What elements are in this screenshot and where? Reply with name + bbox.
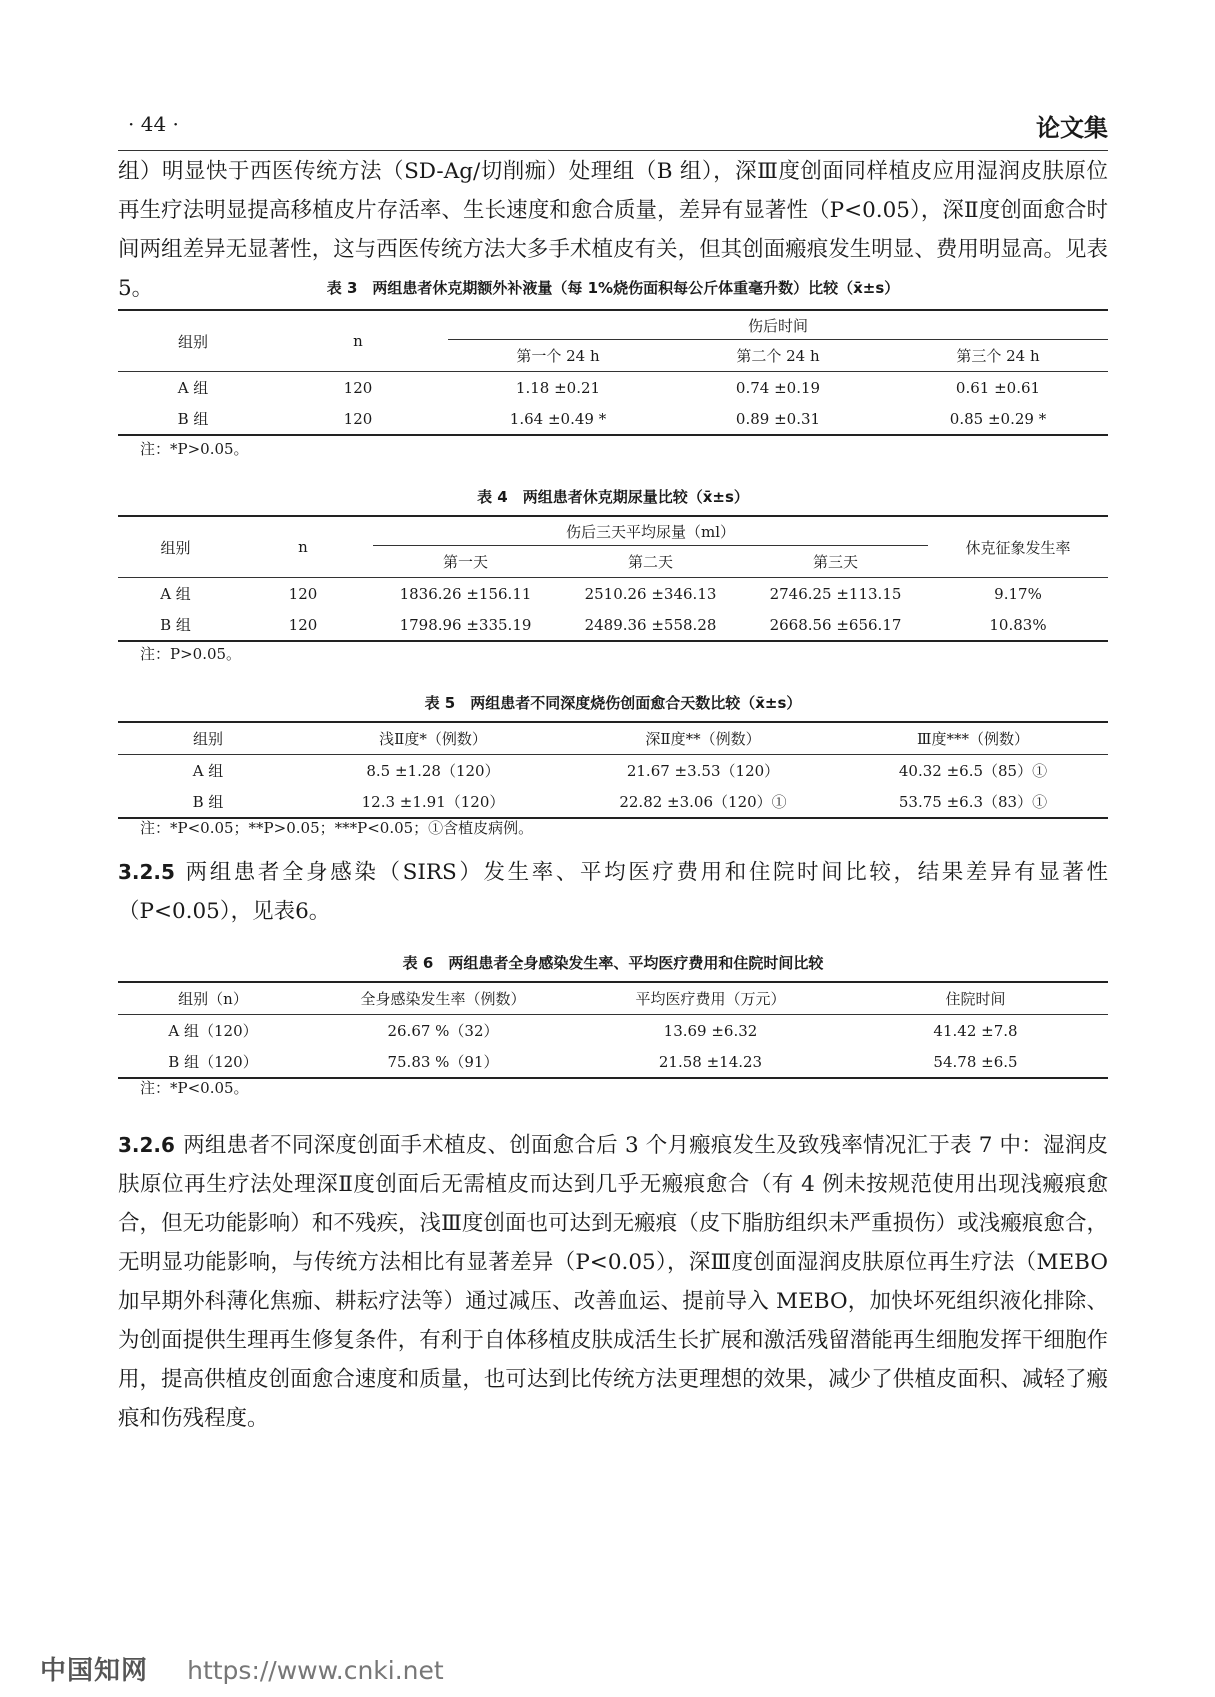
table3-cell: 0.74 ±0.19 (735, 378, 821, 397)
table4-caption: 表 4 两组患者休克期尿量比较（x̄±s） (477, 488, 749, 506)
table4-cell: 2668.56 ±656.17 (743, 609, 928, 641)
table6-cell: 26.67 %（32） (387, 1022, 499, 1040)
table5-caption: 表 5 两组患者不同深度烧伤创面愈合天数比较（x̄±s） (424, 694, 802, 712)
table5-header-group: 组别 (118, 722, 298, 755)
table6-header-group: 组别（n） (118, 982, 308, 1015)
section-text: 两组患者不同深度创面手术植皮、创面愈合后 3 个月瘢痕发生及致残率情况汇于表 7 中：湿润皮肤原位再生疗法处理深Ⅱ度创面后无需植皮而达到几乎无瘢痕愈合（有 4 例未按规范使用出现浅瘢痕愈合，但无功能影响）和不残疾，浅Ⅲ度创面也可达到无瘢痕（皮下脂肪组织未严重损伤）或浅瘢痕愈合，无明显功能影响，与传统方法相比有显著差异（P<0.05），深Ⅲ度创面湿润皮肤原位再生疗法（MEBO加早期外科薄化焦痂、耕耘疗法等）通过减压、改善血运、提前导入 MEBO，加快坏死组织液化排除、为创面提供生理再生修复条件，有利于自体移植皮肤成活生长扩展和激活残留潜能再生细胞发挥干细胞作用，提高供植皮创面愈合速度和质量，也可达到比传统方法更理想的效果，减少了供植皮面积、减轻了瘢痕和伤残程度。 (118, 1133, 1108, 1431)
table4-cell: 2489.36 ±558.28 (558, 609, 743, 641)
table6-cell: 41.42 ±7.8 (933, 1021, 1018, 1040)
table4 (118, 515, 1108, 642)
section-number: 3.2.5 (118, 860, 175, 884)
page-header (118, 108, 1108, 148)
table4-cell: 120 (233, 609, 373, 641)
table4-cell: 9.17% (994, 584, 1042, 603)
table5-cell: 22.82 ±3.06（120）① (568, 786, 838, 818)
table5-cell: B 组 (118, 786, 298, 818)
table5-cell: A 组 (192, 762, 224, 780)
table3-cell: 1.64 ±0.49 * (448, 403, 668, 435)
table6-cell: 75.83 %（91） (308, 1046, 578, 1078)
journal-title: 论文集 (1036, 113, 1108, 142)
table-row (118, 403, 1108, 435)
table-row (118, 786, 1108, 818)
table5-note: 注：*P<0.05；**P>0.05；***P<0.05；①含植皮病例。 (140, 819, 534, 837)
table-row (118, 609, 1108, 641)
table4-header-urine: 伤后三天平均尿量（ml） (373, 516, 928, 546)
table4-col-1: 第一天 (373, 546, 558, 578)
table6-cell: 21.58 ±14.23 (578, 1046, 843, 1078)
table3-cell: 120 (343, 378, 373, 397)
section-3-2-5 (118, 853, 1108, 931)
table6-header-cost: 平均医疗费用（万元） (578, 982, 843, 1015)
section-text: 两组患者全身感染（SIRS）发生率、平均医疗费用和住院时间比较，结果差异有显著性（P<0.05），见表6。 (118, 860, 1108, 924)
table4-cell: B 组 (118, 609, 233, 641)
table4-cell: 10.83% (928, 609, 1108, 641)
table4-col-2: 第二天 (558, 546, 743, 578)
table3-col-1: 第一个 24 h (448, 340, 668, 372)
table6-note: 注：*P<0.05。 (140, 1079, 249, 1097)
table3-note: 注：*P>0.05。 (140, 440, 249, 458)
table4-header-group: 组别 (118, 516, 233, 578)
table6-cell: 13.69 ±6.32 (663, 1021, 758, 1040)
table5-cell: 21.67 ±3.53（120） (626, 762, 780, 780)
table4-header-n: n (233, 516, 373, 578)
cnki-logo: 中国知网 (40, 1656, 149, 1686)
table3 (118, 309, 1108, 436)
section-number: 3.2.6 (118, 1133, 175, 1157)
table3-header-group: 组别 (118, 310, 268, 372)
table5-header-shallow-ii: 浅Ⅱ度*（例数） (298, 722, 568, 755)
intro-paragraph: 组）明显快于西医传统方法（SD-Ag/切削痂）处理组（B 组），深Ⅲ度创面同样植皮应用湿润皮肤原位再生疗法明显提高移植皮片存活率、生长速度和愈合质量，差异有显著性（P<0.05），深Ⅱ度创面愈合时间两组差异无显著性，这与西医传统方法大多手术植皮有关，但其创面瘢痕发生明显、费用明显高。见表5。 (118, 159, 1108, 301)
header-rule (118, 150, 1108, 151)
table4-cell: 120 (288, 584, 318, 603)
table6-header-stay: 住院时间 (843, 982, 1108, 1015)
table4-cell: 2510.26 ±346.13 (584, 584, 717, 603)
table5-header-deep-ii: 深Ⅱ度**（例数） (568, 722, 838, 755)
table5-cell: 8.5 ±1.28（120） (366, 762, 500, 780)
table4-header-shock: 休克征象发生率 (928, 516, 1108, 578)
table4-cell: 1836.26 ±156.11 (399, 584, 532, 603)
table5-cell: 40.32 ±6.5（85）① (898, 762, 1048, 780)
table5-header-iii: Ⅲ度***（例数） (838, 722, 1108, 755)
table5 (118, 721, 1108, 819)
table-row (118, 1015, 1108, 1047)
table-row (118, 578, 1108, 610)
table3-cell: B 组 (118, 403, 268, 435)
cnki-url[interactable]: https://www.cnki.net (187, 1656, 444, 1685)
table3-header-n: n (268, 310, 448, 372)
table6-cell: B 组（120） (118, 1046, 308, 1078)
table5-cell: 12.3 ±1.91（120） (298, 786, 568, 818)
table3-cell: 1.18 ±0.21 (515, 378, 601, 397)
table6 (118, 981, 1108, 1079)
table4-cell: A 组 (160, 585, 191, 603)
table3-cell: 0.85 ±0.29 * (888, 403, 1108, 435)
table-row (118, 372, 1108, 404)
table-row (118, 1046, 1108, 1078)
table4-cell: 2746.25 ±113.15 (769, 584, 902, 603)
table3-cell: 0.89 ±0.31 (668, 403, 888, 435)
table-row (118, 755, 1108, 787)
table3-cell: 0.61 ±0.61 (955, 378, 1041, 397)
table5-cell: 53.75 ±6.3（83）① (838, 786, 1108, 818)
table6-header-infection: 全身感染发生率（例数） (308, 982, 578, 1015)
table4-cell: 1798.96 ±335.19 (373, 609, 558, 641)
table4-col-3: 第三天 (743, 546, 928, 578)
table3-caption: 表 3 两组患者休克期额外补液量（每 1%烧伤面积每公斤体重毫升数）比较（x̄±s） (326, 279, 900, 297)
page-number: · 44 · (128, 112, 179, 136)
table6-caption: 表 6 两组患者全身感染发生率、平均医疗费用和住院时间比较 (402, 954, 824, 972)
section-3-2-6 (118, 1126, 1108, 1438)
table3-col-3: 第三个 24 h (888, 340, 1108, 372)
table3-col-2: 第二个 24 h (668, 340, 888, 372)
table4-note: 注：P>0.05。 (140, 645, 242, 663)
cnki-watermark (40, 1650, 444, 1687)
table6-cell: A 组（120） (168, 1022, 258, 1040)
table3-cell: 120 (268, 403, 448, 435)
table3-header-time: 伤后时间 (448, 310, 1108, 340)
table3-cell: A 组 (177, 379, 209, 397)
table6-cell: 54.78 ±6.5 (843, 1046, 1108, 1078)
